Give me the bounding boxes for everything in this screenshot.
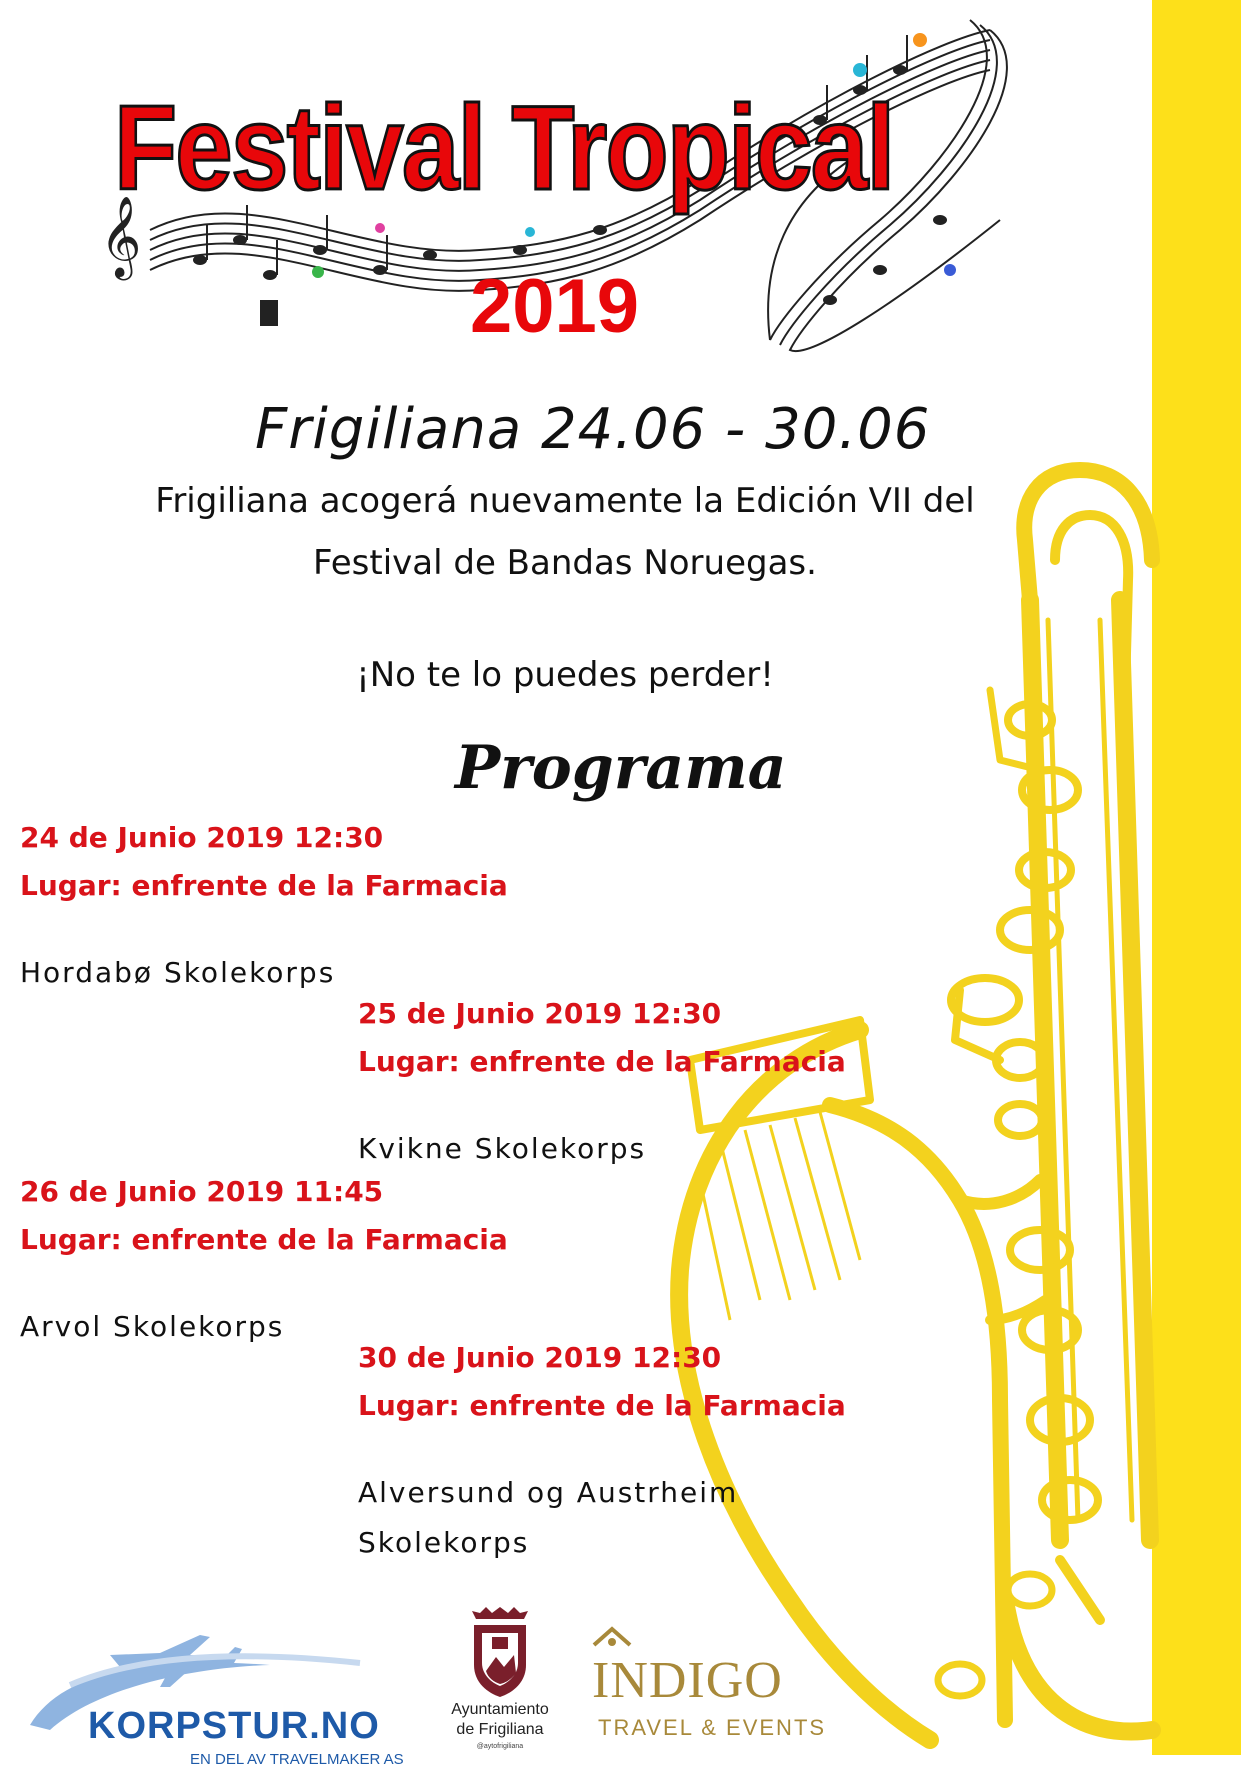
sponsor-logos — [0, 1585, 1152, 1768]
event-location: Lugar: enfrente de la Farmacia — [20, 869, 508, 902]
festival-year: 2019 — [470, 264, 640, 349]
event-band: Kvikne Skolekorps — [358, 1132, 647, 1165]
indigo-name: INDIGO — [592, 1652, 783, 1709]
korpstur-subtitle: EN DEL AV TRAVELMAKER AS — [190, 1751, 404, 1768]
event-date: 24 de Junio 2019 12:30 — [20, 821, 384, 854]
event-date: 30 de Junio 2019 12:30 — [358, 1341, 722, 1374]
program-event — [358, 990, 998, 1174]
ayuntamiento-line-1: Ayuntamiento — [451, 1701, 549, 1718]
slogan: ¡No te lo puedes perder! — [356, 655, 774, 695]
programa-heading: Programa — [455, 733, 787, 803]
korpstur-logo — [20, 1615, 425, 1768]
event-location: Lugar: enfrente de la Farmacia — [20, 1223, 508, 1256]
ayuntamiento-line-2: de Frigiliana — [456, 1721, 544, 1738]
program-event — [20, 814, 660, 998]
place-and-dates: Frigiliana 24.06 - 30.06 — [255, 397, 931, 462]
ayuntamiento-logo — [430, 1605, 570, 1755]
festival-title: Festival Tropical — [113, 81, 894, 215]
event-band: Arvol Skolekorps — [20, 1310, 285, 1343]
event-band: Alversund og Austrheim Skolekorps — [358, 1476, 739, 1559]
indigo-subtitle: TRAVEL & EVENTS — [598, 1715, 827, 1740]
event-date: 26 de Junio 2019 11:45 — [20, 1175, 384, 1208]
intro-text — [100, 470, 1030, 594]
indigo-logo — [590, 1625, 840, 1745]
event-location: Lugar: enfrente de la Farmacia — [358, 1045, 846, 1078]
program-event — [358, 1334, 998, 1568]
event-location: Lugar: enfrente de la Farmacia — [358, 1389, 846, 1422]
ayuntamiento-handle: @aytofrigiliana — [476, 1743, 524, 1750]
intro-line-1: Frigiliana acogerá nuevamente la Edición VII del — [155, 481, 975, 521]
korpstur-name: KORPSTUR.NO — [88, 1705, 380, 1747]
coat-of-arms-icon — [430, 1605, 570, 1701]
treble-clef-icon: 𝄞 — [100, 195, 142, 277]
event-date: 25 de Junio 2019 12:30 — [358, 997, 722, 1030]
intro-line-2: Festival de Bandas Noruegas. — [313, 543, 817, 583]
program-event — [20, 1168, 660, 1352]
event-band: Hordabø Skolekorps — [20, 956, 336, 989]
